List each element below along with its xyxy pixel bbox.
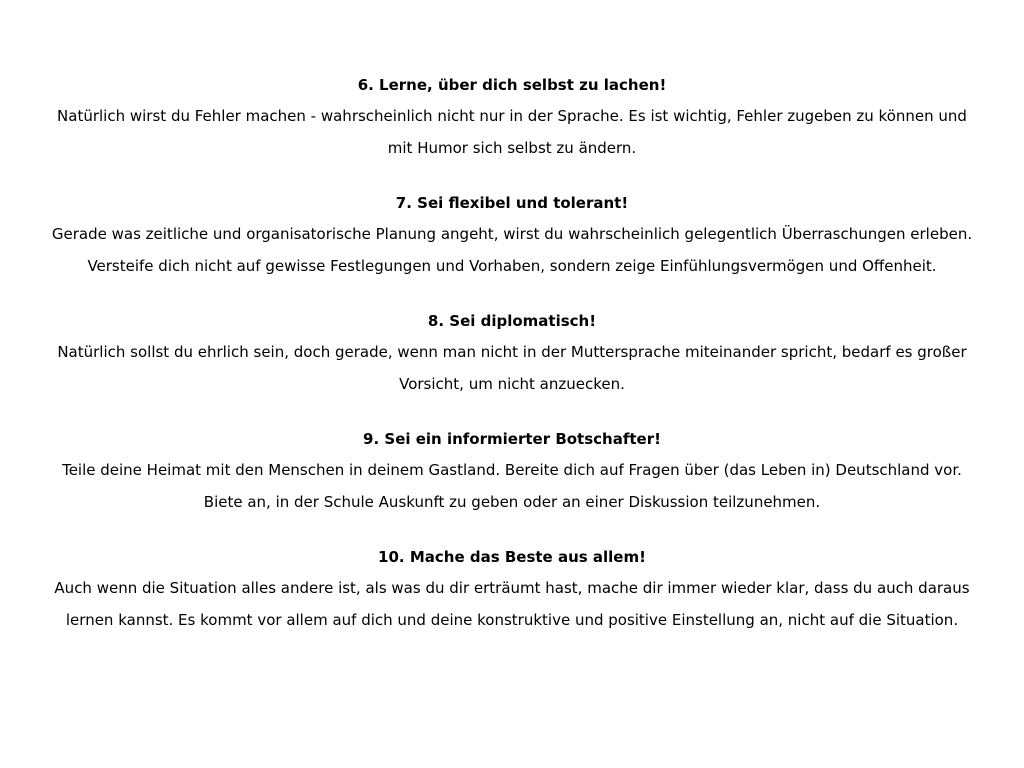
tip-text [0, 100, 1024, 164]
text-line: Natürlich wirst du Fehler machen - wahrscheinlich nicht nur in der Sprache. Es ist wichtig, Fehler zugeben zu können und [57, 107, 967, 125]
tip-heading: 10. Mache das Beste aus allem! [378, 548, 646, 566]
tip-section-10 [0, 545, 1024, 636]
tip-text [0, 336, 1024, 400]
tip-heading: 7. Sei flexibel und tolerant! [395, 194, 629, 212]
tip-section-8 [0, 309, 1024, 400]
tip-heading: 8. Sei diplomatisch! [427, 312, 597, 330]
tip-text [0, 454, 1024, 518]
tip-text [0, 572, 1024, 636]
text-line: Vorsicht, um nicht anzuecken. [399, 375, 625, 393]
text-line: lernen kannst. Es kommt vor allem auf dich und deine konstruktive und positive Einstellung an, nicht auf die Situation. [65, 611, 959, 629]
tip-section-6 [0, 73, 1024, 164]
text-line: Biete an, in der Schule Auskunft zu geben oder an einer Diskussion teilzunehmen. [203, 493, 821, 511]
text-line: Teile deine Heimat mit den Menschen in deinem Gastland. Bereite dich auf Fragen über (das Leben in) Deutschland vor. [62, 461, 962, 479]
text-line: Auch wenn die Situation alles andere ist, als was du dir erträumt hast, mache dir immer wieder klar, dass du auch daraus [54, 579, 970, 597]
tip-section-9 [0, 427, 1024, 518]
text-line: Versteife dich nicht auf gewisse Festlegungen und Vorhaben, sondern zeige Einfühlungsvermögen und Offenheit. [87, 257, 937, 275]
tip-text [0, 218, 1024, 282]
tip-heading: 9. Sei ein informierter Botschafter! [363, 430, 661, 448]
text-line: Gerade was zeitliche und organisatorische Planung angeht, wirst du wahrscheinlich gelegentlich Überraschungen erleben. [51, 225, 973, 243]
document-body [0, 73, 1024, 663]
text-line: mit Humor sich selbst zu ändern. [387, 139, 637, 157]
tip-section-7 [0, 191, 1024, 282]
tip-heading: 6. Lerne, über dich selbst zu lachen! [357, 76, 667, 94]
text-line: Natürlich sollst du ehrlich sein, doch gerade, wenn man nicht in der Muttersprache miteinander spricht, bedarf es großer [57, 343, 967, 361]
